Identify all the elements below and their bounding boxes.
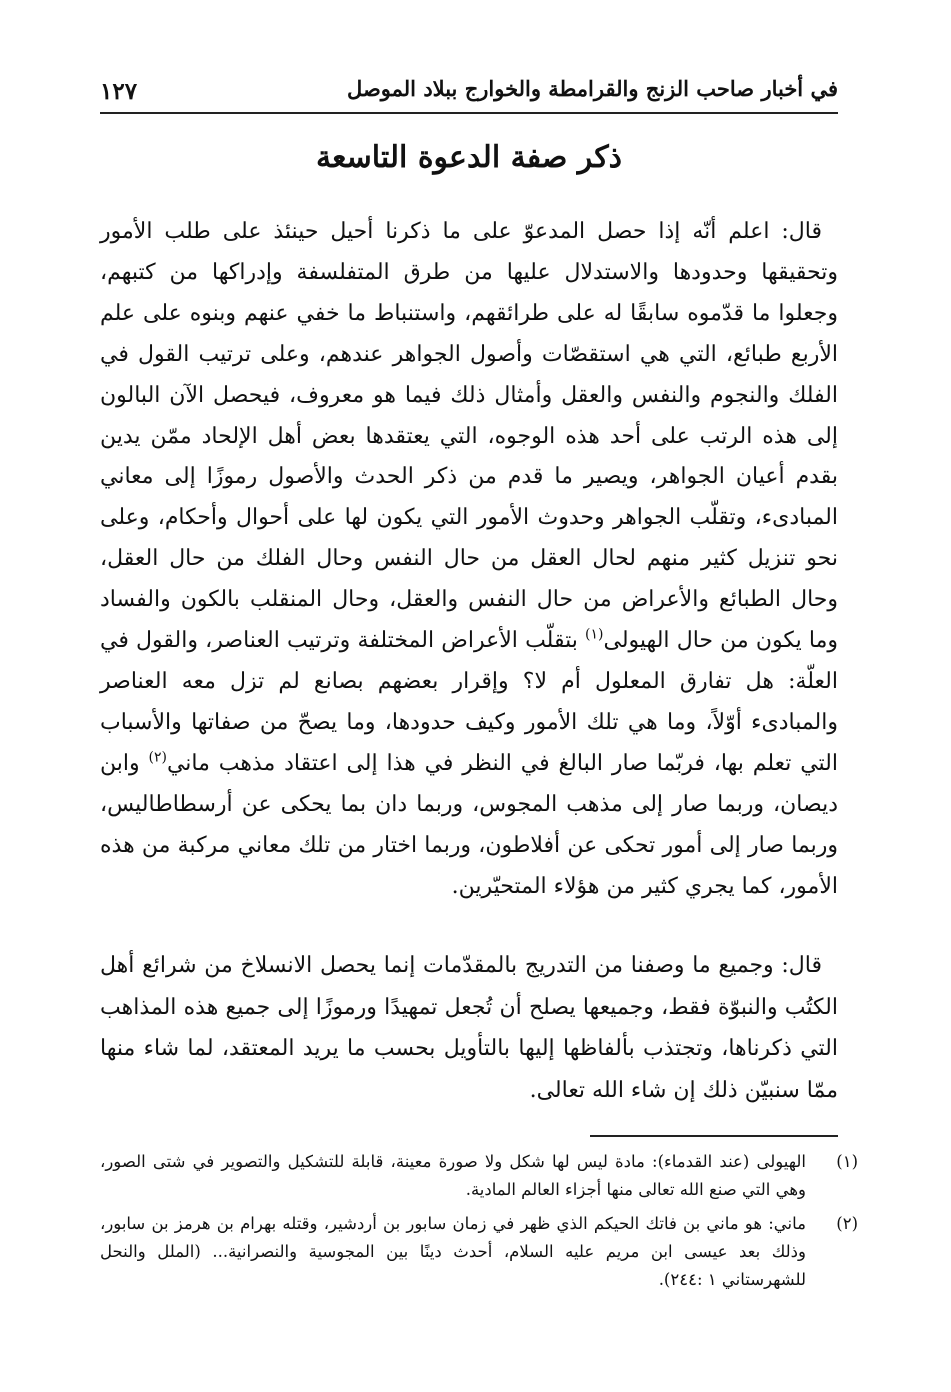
footnote-text: ماني: هو ماني بن فاتك الحيكم الذي ظهر في زمان سابور بن أردشير، وقتله بهرام بن هرمز بن سابور، وذلك بعد عيسى ابن مريم عليه السلام، أحدث دينًا بين المجوسية والنصرانية... (الملل والنحل للشهرستاني ١ :٢٤٤). [100,1214,806,1289]
page-number: ١٢٧ [100,78,138,105]
page-header [100,70,838,114]
running-title: في أخبار صاحب الزنج والقرامطة والخوارج ببلاد الموصل [347,76,838,101]
body-paragraph-2 [100,945,838,1111]
footnote-1 [100,1148,858,1204]
paragraph-text: قال: اعلم أنّه إذا حصل المدعوّ على ما ذكرنا أحيل حينئذ على طلب الأمور وتحقيقها وحدودها والاستدلال عليها من طرق المتفلسفة وإدراكها من كتبهم، وجعلوا ما قدّموه سابقًا له على طرائقهم، واستنباط ما خفي عنهم وبنوه على علم الأربع طبائع، التي هي استقصّات وأصول الجواهر عندهم، وعلى ترتيب القول في الفلك والنجوم والنفس والعقل وأمثال ذلك فيما هو معروف، فيحصل الآن البالون إلى هذه الرتب على أحد هذه الوجوه، التي يعتقدها بعض أهل الإلحاد ممّن يدين بقدم أعيان الجواهر، ويصير ما قدم من ذكر الحدث والأصول رموزًا إلى معاني المبادىء، وتقلّب الجواهر وحدوث الأمور التي يكون لها على أحوال وأحكام، وعلى نحو تنزيل كثير منهم لحال العقل من حال النفس وحال الفلك من حال العقل، وحال الطبائع والأعراض من حال النفس والعقل، وحال المنقلب بالكون والفساد وما يكون من حال الهيولى [100,219,839,654]
footnote-number: (٢) [836,1214,858,1233]
footnote-2 [100,1210,858,1294]
chapter-title: ذكر صفة الدعوة التاسعة [316,140,622,175]
footnote-ref-2: (٢) [148,749,167,766]
paragraph-text: وابن ديصان، وربما صار إلى مذهب المجوس، وربما دان بما يحكى عن أرسطاطاليس، وربما صار إلى أمور تحكى عن أفلاطون، وربما اختار من تلك معاني مركبة من هذه الأمور، كما يجري كثير من هؤلاء المتحيّرين. [100,750,838,899]
footnotes [100,1148,858,1300]
paragraph-text: بتقلّب الأعراض المختلفة وترتيب العناصر، والقول في العلّة: هل تفارق المعلول أم لا؟ وإقرار بعضهم بصانع لم تزل معه العناصر والمبادىء أوّلاً، وما هي تلك الأمور وكيف حدودها، وما يصحّ من صفاتها والأسباب التي تعلم بها، فربّما صار البالغ في النظر في هذا إلى اعتقاد مذهب ماني [100,628,838,776]
footnote-number: (١) [836,1152,858,1171]
footnote-divider [590,1135,838,1137]
body-paragraph-1 [100,212,838,907]
footnote-ref-1: (١) [585,626,604,643]
paragraph-text: قال: وجميع ما وصفنا من التدريج بالمقدّمات إنما يحصل الانسلاخ من شرائع أهل الكتُب والنبوّة فقط، وجميعها يصلح أن تُجعل تمهيدًا ورموزًا إلى جميع هذه المذاهب التي ذكرناها، وتجتذب بألفاظها إليها بالتأويل بحسب ما يريد المعتقد، لما شاء منها ممّا سنبيّن ذلك إن شاء الله تعالى. [100,953,838,1103]
footnote-text: الهيولى (عند القدماء): مادة ليس لها شكل ولا صورة معينة، قابلة للتشكيل والتصوير في شتى الصور، وهي التي صنع الله تعالى منها أجزاء العالم المادية. [100,1152,806,1199]
